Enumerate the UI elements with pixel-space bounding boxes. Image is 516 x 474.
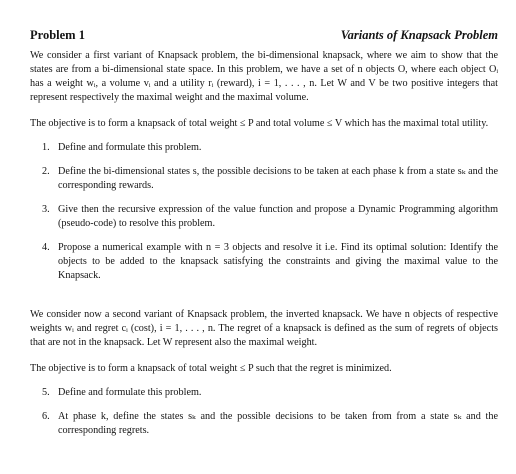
part2-objective-paragraph: The objective is to form a knapsack of total weight ≤ P such that the regret is minimized. — [30, 363, 392, 374]
question-item — [30, 410, 498, 438]
question-number: 5. — [42, 387, 50, 398]
part1-intro-paragraph: We consider a first variant of Knapsack problem, the bi-dimensional knapsack, where we aim to show that the states are from a bi-dimensional state space. In this problem, we have a set of n objects O, where each object Oᵢ has a weight wᵢ, a volume vᵢ and a utility rᵢ (reward), i = 1, . . . , n. Let W and V be two positive integers that represent respectively the maximal weight and the maximal volume. — [30, 50, 498, 103]
problem-title: Problem 1 — [30, 28, 85, 42]
question-number: 6. — [42, 411, 50, 422]
document-page — [30, 28, 498, 448]
problem-subtitle: Variants of Knapsack Problem — [340, 28, 498, 42]
question-text: At phase k, define the states sₖ and the possible decisions to be taken from from a state sₖ and the corresponding regrets. — [58, 411, 498, 436]
question-item — [30, 141, 498, 155]
question-item — [30, 241, 498, 283]
question-text: Define and formulate this problem. — [58, 142, 202, 153]
question-item — [30, 386, 498, 400]
question-text: Define and formulate this problem. — [58, 387, 202, 398]
question-number: 2. — [42, 166, 50, 177]
question-number: 3. — [42, 204, 50, 215]
question-number: 1. — [42, 142, 50, 153]
part2-intro-paragraph: We consider now a second variant of Knapsack problem, the inverted knapsack. We have n objects of respective weights wᵢ and regret cᵢ (cost), i = 1, . . . , n. The regret of a knapsack is defined as the sum of regrets of objects that are not in the knapsack. Let W represent also the maximal weight. — [30, 309, 498, 348]
question-item — [30, 203, 498, 231]
problem-header — [30, 28, 498, 46]
question-text: Give then the recursive expression of the value function and propose a Dynamic Programming algorithm (pseudo-code) to resolve this problem. — [58, 204, 498, 229]
question-number: 4. — [42, 242, 50, 253]
question-text: Define the bi-dimensional states s, the possible decisions to be taken at each phase k from a state sₖ and the corresponding rewards. — [58, 166, 498, 191]
question-item — [30, 165, 498, 193]
part1-objective-paragraph: The objective is to form a knapsack of total weight ≤ P and total volume ≤ V which has the maximal total utility. — [30, 118, 489, 129]
part1-question-list — [30, 141, 498, 283]
part2-question-list — [30, 386, 498, 438]
question-text: Propose a numerical example with n = 3 objects and resolve it i.e. Find its optimal solution: Identify the objects to be added to the knapsack satisfying the constraints and giving the maximal value to the Knapsack. — [58, 242, 498, 281]
